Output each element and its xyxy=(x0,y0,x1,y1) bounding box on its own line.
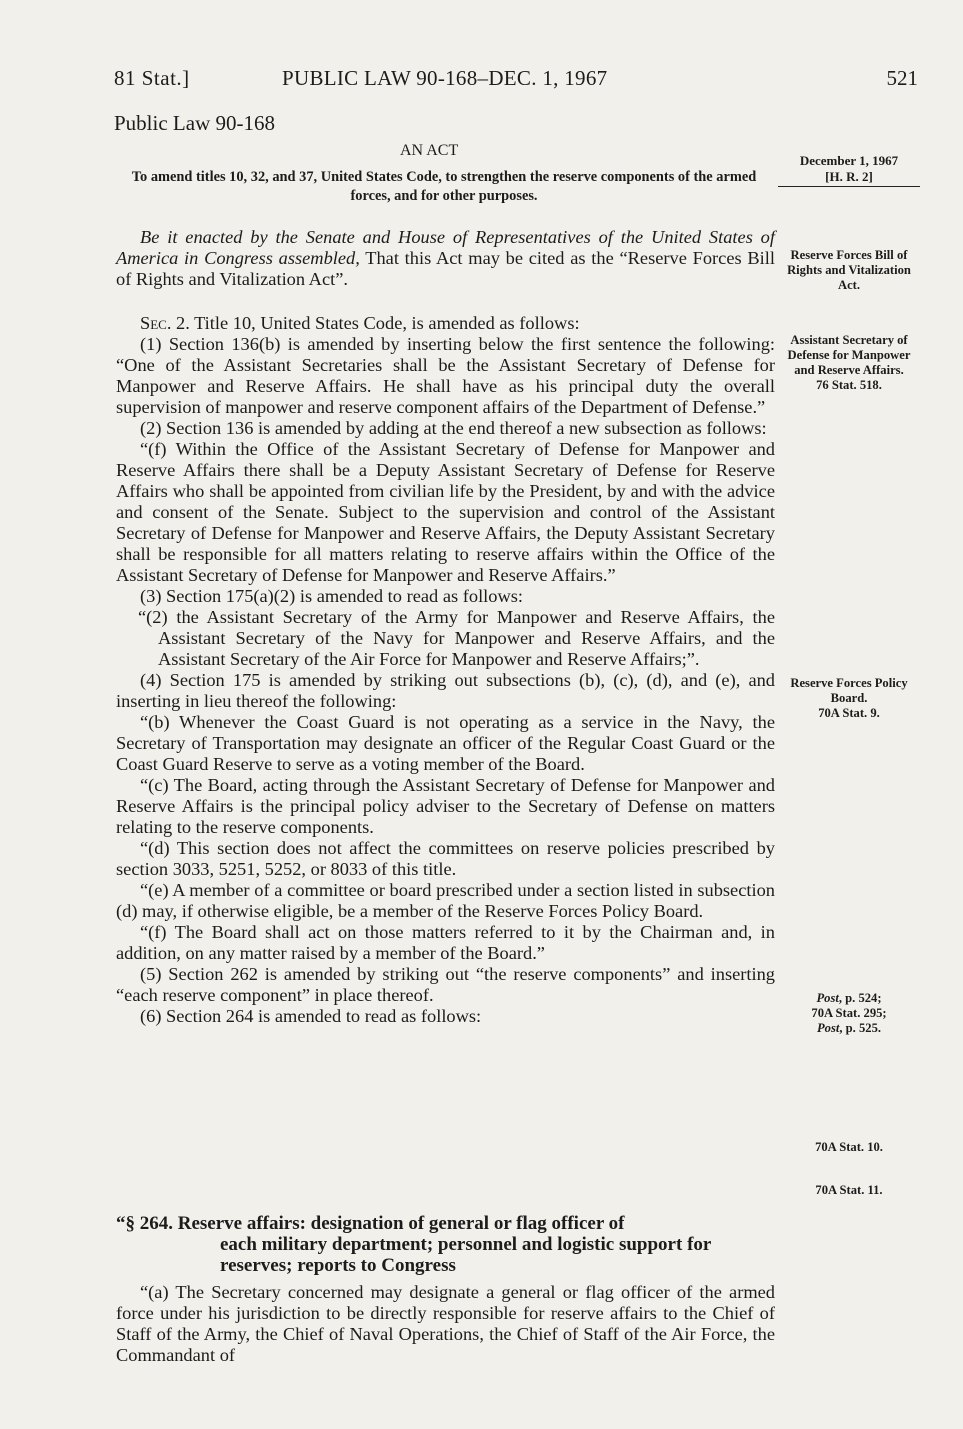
margin-note-70a-stat-10: 70A Stat. 10. xyxy=(815,1140,883,1154)
margin-note-policy-board-text: Reserve Forces Policy Board. xyxy=(790,676,908,705)
enacting-clause xyxy=(116,227,775,290)
post-ref-1-italic: Post xyxy=(816,991,839,1005)
subsection-f: “(f) Within the Office of the Assistant Secretary of Defense for Manpower and Reserve Affairs there shall be a Deputy Assistant Secretary of Defense for Reserve Affairs who shall be appointed from civilian life by the President, by and with the advice and consent of the Senate. Subject to the supervision and control of the Assistant Secretary of Defense for Manpower and Reserve Affairs, the Deputy Assistant Secretary shall be responsible for all matters relating to reserve affairs within the Office of the Assistant Secretary of Defense for Manpower and Reserve Affairs.” xyxy=(116,439,775,585)
margin-note-76-stat: 76 Stat. 518. xyxy=(816,378,882,392)
margin-note-post-references xyxy=(778,991,920,1036)
paragraph-1: (1) Section 136(b) is amended by inserting below the first sentence the following: “One of the Assistant Secretaries shall be the Assistant Secretary of Defense for Manpower and Reserve Affairs. He shall have as his principal duty the overall supervision of manpower and reserve component affairs of the Department of Defense.” xyxy=(116,334,775,417)
post-ref-1-page: , p. 524; xyxy=(838,991,882,1005)
short-title-text: That this Act may be cited as the “Reserve Forces Bill of Rights and Vitalization Act”. xyxy=(116,248,775,289)
law-citation-header: PUBLIC LAW 90-168–DEC. 1, 1967 xyxy=(282,66,608,90)
paragraph-3: (3) Section 175(a)(2) is amended to read as follows: xyxy=(140,586,524,606)
public-law-number: Public Law 90-168 xyxy=(114,111,275,135)
an-act-label: AN ACT xyxy=(400,142,459,159)
running-head xyxy=(114,66,918,96)
section-264-heading xyxy=(116,1213,775,1276)
act-purpose: To amend titles 10, 32, and 37, United States Code, to strengthen the reserve components of the armed forces, and for other purposes. xyxy=(131,169,757,204)
paragraph-6: (6) Section 264 is amended to read as follows: xyxy=(140,1006,482,1026)
margin-note-assistant-secretary-text: Assistant Secretary of Defense for Manpower and Reserve Affairs. xyxy=(787,333,911,377)
margin-note-short-title: Reserve Forces Bill of Rights and Vitalization Act. xyxy=(787,248,911,292)
margin-note-70a-stat-11: 70A Stat. 11. xyxy=(815,1183,883,1197)
section-264-heading-line2: each military department; personnel and logistic support for reserves; reports to Congress xyxy=(220,1234,711,1276)
volume-reference: 81 Stat.] xyxy=(114,66,190,90)
enacting-formula: Be it enacted by the Senate and House of Representatives of the United States of America in Congress assembled, xyxy=(116,227,775,268)
section-2-intro: Title 10, United States Code, is amended as follows: xyxy=(189,313,580,333)
subsection-c: “(c) The Board, acting through the Assistant Secretary of Defense for Manpower and Reserve Affairs is the principal policy adviser to the Secretary of Defense on matters relating to the reserve components. xyxy=(116,775,775,837)
margin-note-assistant-secretary xyxy=(778,333,920,393)
paragraph-2: (2) Section 136 is amended by adding at the end thereof a new subsection as follows: xyxy=(140,418,767,438)
margin-note-70a-stat-9: 70A Stat. 9. xyxy=(818,706,880,720)
paragraph-4: (4) Section 175 is amended by striking out subsections (b), (c), (d), and (e), and inserting in lieu thereof the following: xyxy=(116,670,775,711)
margin-note-70a-stat-295: 70A Stat. 295; xyxy=(811,1006,887,1020)
quoted-clause-2: “(2) the Assistant Secretary of the Army for Manpower and Reserve Affairs, the Assistant Secretary of the Navy for Manpower and Reserve Affairs, and the Assistant Secretary of the Air Force for Manpower and Reserve Affairs;”. xyxy=(138,607,775,669)
paragraph-5: (5) Section 262 is amended by striking out “the reserve components” and inserting “each reserve component” in place thereof. xyxy=(116,964,775,1005)
section-2-body xyxy=(116,313,775,1027)
subsection-e: “(e) A member of a committee or board prescribed under a section listed in subsection (d) may, if otherwise eligible, be a member of the Reserve Forces Policy Board. xyxy=(116,880,775,921)
post-ref-2-italic: Post xyxy=(816,1021,840,1035)
margin-note-policy-board xyxy=(778,676,920,721)
subsection-d: “(d) This section does not affect the committees on reserve policies prescribed by section 3033, 5251, 5252, or 8033 of this title. xyxy=(116,838,775,879)
enactment-date-block xyxy=(778,153,920,185)
bill-number: [H. R. 2] xyxy=(825,169,873,184)
subsection-b: “(b) Whenever the Coast Guard is not operating as a service in the Navy, the Secretary of Transportation may designate an officer of the Regular Coast Guard or the Coast Guard Reserve to serve as a voting member of the Board. xyxy=(116,712,775,774)
post-ref-2-page: , p. 525. xyxy=(839,1021,882,1035)
subsection-a: “(a) The Secretary concerned may designate a general or flag officer of the armed force under his jurisdiction to be directly responsible for reserve affairs to the Chief of Staff of the Army, the Chief of Naval Operations, the Chief of Staff of the Air Force, the Commandant of xyxy=(116,1282,775,1365)
section-264-body xyxy=(116,1282,775,1366)
date-divider xyxy=(778,186,920,187)
subsection-f-board: “(f) The Board shall act on those matters referred to it by the Chairman and, in addition, on any matter raised by a member of the Board.” xyxy=(116,922,775,963)
section-264-heading-line1: “§ 264. Reserve affairs: designation of general or flag officer of xyxy=(116,1213,625,1234)
enactment-date: December 1, 1967 xyxy=(799,153,899,168)
page-number: 521 xyxy=(886,66,918,90)
section-label: Sec. 2. xyxy=(140,313,190,333)
